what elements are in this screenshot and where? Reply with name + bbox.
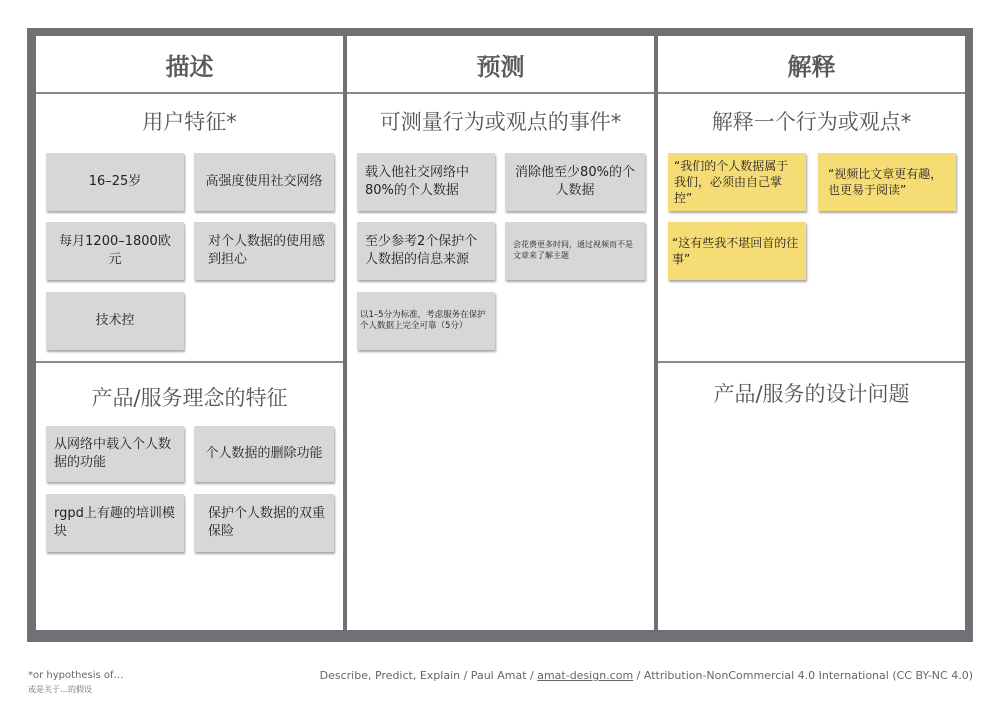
sticky-note[interactable]: 每月1200–1800欧元 [46,222,184,280]
section-divider [36,361,343,363]
sticky-note[interactable]: 载入他社交网络中80%的个人数据 [357,153,495,211]
column-predict [347,36,654,630]
sticky-note[interactable]: 从网络中载入个人数据的功能 [46,426,184,482]
sticky-note[interactable]: 对个人数据的使用感到担心 [194,222,334,280]
credit-prefix: Describe, Predict, Explain / Paul Amat / [319,669,538,682]
column-title-explain: 解释 [658,36,965,94]
sticky-note[interactable]: 个人数据的删除功能 [194,426,334,482]
credit-link[interactable]: amat-design.com [537,669,634,682]
section-divider [658,361,965,363]
credit-line [320,669,973,682]
section-title-design-questions: 产品/服务的设计问题 [713,382,910,406]
sticky-note[interactable]: 技术控 [46,292,184,350]
column-title-predict: 预测 [347,36,654,94]
column-describe [36,36,343,630]
sticky-note[interactable]: 以1–5分为标准，考虑服务在保护个人数据上完全可靠（5分） [357,292,495,350]
canvas-frame [27,28,973,642]
section-title-concept-traits: 产品/服务理念的特征 [91,386,288,410]
column-title-describe: 描述 [36,36,343,94]
sticky-note[interactable]: 消除他至少80%的个人数据 [505,153,645,211]
sticky-note[interactable]: 16–25岁 [46,153,184,211]
sticky-note-yellow[interactable]: “我们的个人数据属于我们，必须由自己掌控” [668,153,806,211]
sticky-note[interactable]: 会花费更多时间，通过视频而不是文章来了解主题 [505,222,645,280]
footnote [28,670,124,695]
sticky-note-yellow[interactable]: “这有些我不堪回首的往事” [668,222,806,280]
sticky-note-yellow[interactable]: “视频比文章更有趣，也更易于阅读” [818,153,956,211]
footnote-zh: 或是关于…的假设 [28,685,92,694]
sticky-note[interactable]: 高强度使用社交网络 [194,153,334,211]
section-title-measurable-events: 可测量行为或观点的事件* [379,110,622,134]
footnote-en: *or hypothesis of… [28,670,124,681]
sticky-note[interactable]: rgpd上有趣的培训模块 [46,494,184,552]
credit-suffix: / Attribution-NonCommercial 4.0 International (CC BY-NC 4.0) [633,669,973,682]
sticky-note[interactable]: 保护个人数据的双重保险 [194,494,334,552]
section-title-user-traits: 用户特征* [142,110,237,134]
sticky-note[interactable]: 至少参考2个保护个人数据的信息来源 [357,222,495,280]
column-explain [658,36,965,630]
section-title-explain-behavior: 解释一个行为或观点* [711,110,912,134]
